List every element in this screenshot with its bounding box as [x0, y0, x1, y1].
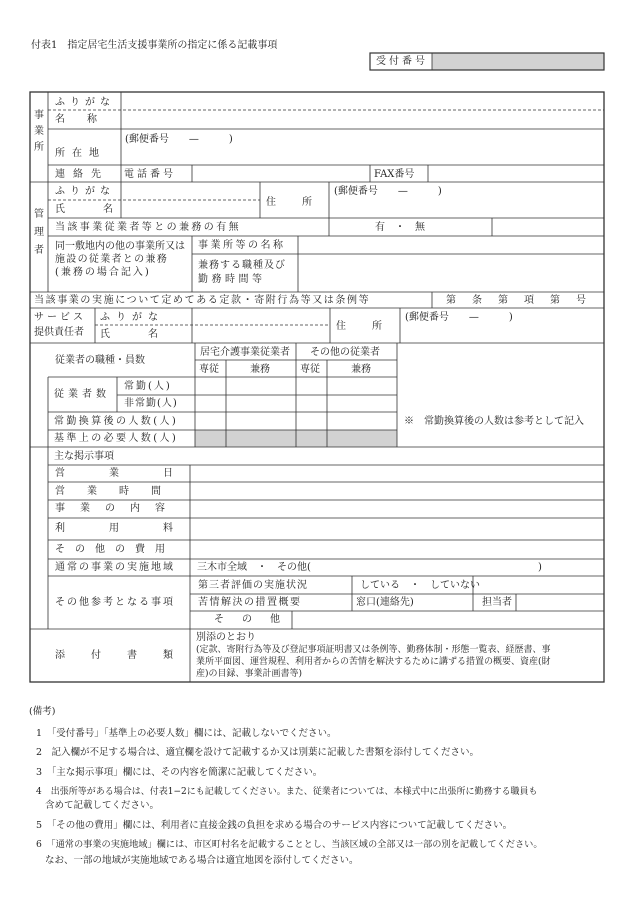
service-area-close: ) [538, 562, 542, 573]
third-party-eval-label: 第三者評価の実施状況 [198, 580, 308, 591]
reference-label: その他参考となる事項 [55, 597, 175, 608]
office-tel-label: 電話番号 [124, 169, 176, 180]
converted-count-label: 常勤換算後の人数(人) [54, 416, 179, 427]
manager-postal-code[interactable]: (郵便番号 — ) [334, 186, 442, 197]
articles-label: 当該事業の実施について定めてある定款・寄附行為等又は条例等 [34, 295, 371, 306]
main-notice-label: 主な掲示事項 [54, 451, 114, 462]
manager-section-label: 管理者 [34, 209, 44, 256]
reference-other-label: その他 [214, 614, 298, 625]
other-concurrent-header: 兼務 [351, 364, 371, 375]
office-name-label: 名 称 [55, 114, 103, 125]
other-duty-label-2: 施設の従業者との兼務 [55, 254, 168, 265]
third-party-eval-choice[interactable]: している ・ していない [360, 580, 480, 591]
notes-heading: (備考) [29, 706, 56, 717]
manager-concurrent-label: 当該事業従業者等との兼務の有無 [55, 222, 241, 233]
office-furigana-label: ふりがな [55, 97, 115, 108]
attachments-label: 添付書類 [55, 650, 199, 661]
service-manager-furigana-label: ふりがな [100, 312, 164, 323]
note-6b: なお、一部の地域が実施地域である場合は適宜地図を添付してください。 [45, 855, 359, 866]
note-3: 3 「主な掲示事項」欄には、その内容を簡潔に記載してください。 [36, 767, 323, 778]
home-care-full-header: 専従 [199, 364, 219, 375]
complaint-window-label: 窓口(連絡先) [356, 597, 414, 608]
required-count-label: 基準上の必要人数(人) [54, 433, 179, 444]
service-manager-name-label: 氏 名 [100, 329, 172, 340]
articles-value[interactable]: 第 条 第 項 第 号 [446, 295, 589, 306]
col-other-header: その他の従業者 [310, 347, 380, 358]
staff-header: 従業者の職種・員数 [55, 355, 145, 366]
other-duty-label-1: 同一敷地内の他の事業所又は [55, 241, 185, 252]
manager-concurrent-choice[interactable]: 有 ・ 無 [375, 222, 425, 233]
business-content-label: 事業の内容 [55, 503, 180, 514]
other-duty-label-3: (兼務の場合記入) [55, 267, 151, 278]
attachments-line-2: (定款、寄附行為等及び登記事項証明書又は条例等、勤務体制・形態一覧表、経歴書、事 [196, 645, 551, 655]
converted-note: ※ 常勤換算後の人数は参考として記入 [404, 416, 584, 427]
note-6a: 6 「通常の事業の実施地域」欄には、市区町村名を記載することとし、当該区域の全部又は一部の別を記載してください。 [36, 839, 543, 850]
service-area-label: 通常の事業の実施地域 [55, 562, 175, 573]
note-4b: 含めて記載してください。 [45, 800, 160, 811]
note-2: 2 記入欄が不足する場合は、適宜欄を設けて記載するか又は別葉に記載した書類を添付してください。 [36, 747, 480, 758]
office-postal-code[interactable]: (郵便番号 — ) [125, 134, 233, 145]
fulltime-label: 常勤(人) [124, 381, 172, 392]
parttime-label: 非常勤(人) [124, 398, 178, 409]
fee-label: 利用料 [55, 523, 217, 534]
service-manager-address-label: 住 所 [336, 321, 390, 332]
form-title: 付表1 指定居宅生活支援事業所の指定に係る記載事項 [31, 40, 278, 51]
note-1: 1 「受付番号」「基準上の必要人数」欄には、記載しないでください。 [36, 728, 337, 739]
office-section-label: 事業所 [34, 110, 44, 153]
service-manager-postal-code[interactable]: (郵便番号 — ) [405, 312, 513, 323]
attachments-line-3: 業所平面図、運営規程、利用者からの苦情を解決するために講ずる措置の概要、資産(財 [196, 657, 551, 667]
job-type-label-1: 兼務する職種及び [198, 260, 286, 271]
note-5: 5 「その他の費用」欄には、利用者に直接金銭の負担を求める場合のサービス内容について記載してください。 [36, 820, 513, 831]
col-home-care-header: 居宅介護事業従業者 [200, 347, 290, 358]
office-contact-label: 連絡先 [55, 169, 109, 180]
other-office-name-label: 事業所等の名称 [198, 240, 286, 251]
manager-name-label: 氏 名 [55, 204, 127, 215]
attachments-line-4: 産)の目録、事業計画書等) [196, 669, 303, 679]
complaint-person-label: 担当者 [482, 597, 512, 608]
office-fax-label: FAX番号 [374, 169, 415, 180]
office-address-label: 所在地 [55, 148, 106, 159]
service-manager-label-2: 提供責任者 [34, 327, 84, 338]
note-4a: 4 出張所等がある場合は、付表1−2にも記載してください。また、従業者については、本様式中に出張所に勤務する職員も [36, 787, 538, 797]
staff-count-label: 従業者数 [54, 389, 110, 400]
receipt-number-label: 受付番号 [376, 56, 428, 67]
business-hours-label: 営業時間 [55, 486, 183, 497]
business-days-label: 営業日 [55, 468, 217, 479]
home-care-concurrent-header: 兼務 [250, 364, 270, 375]
manager-furigana-label: ふりがな [55, 186, 115, 197]
manager-address-label: 住 所 [266, 197, 320, 208]
attachments-line-1: 別添のとおり [196, 632, 256, 643]
job-type-label-2: 勤務時間等 [198, 274, 266, 285]
other-costs-label: その他の費用 [55, 544, 175, 555]
service-area-value[interactable]: 三木市全域 ・ その他( [197, 562, 311, 573]
complaint-label: 苦情解決の措置概要 [198, 597, 302, 608]
other-full-header: 専従 [300, 364, 320, 375]
service-manager-label-1: サービス [34, 312, 86, 323]
